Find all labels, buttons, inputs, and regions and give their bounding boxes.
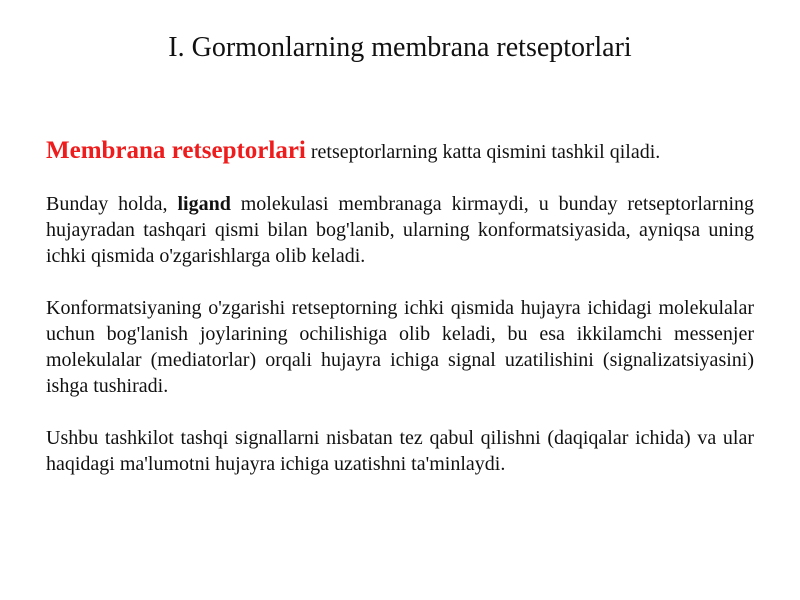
paragraph-3: Konformatsiyaning o'zgarishi retseptorning ichki qismida hujayra ichidagi molekulalar uchun bog'lanish joylarining ochilishiga olib keladi, bu esa ikkilamchi messenjer molekulalar (mediatorlar) orqali hujayra ichiga signal uzatilishini (signalizatsiyasini) ishga tushiradi. (46, 297, 754, 397)
paragraph-4: Ushbu tashkilot tashqi signallarni nisbatan tez qabul qilishni (daqiqalar ichida) va ular haqidagi ma'lumotni hujayra ichiga uzatishni ta'minlaydi. (46, 427, 754, 475)
paragraph-1 (46, 138, 754, 165)
slide-body (46, 138, 754, 503)
paragraph-1-text: retseptorlarning katta qismini tashkil qiladi. (305, 141, 661, 163)
slide-title: I. Gormonlarning membrana retseptorlari (168, 32, 632, 63)
paragraph-2-text-before: Bunday holda, (46, 193, 178, 215)
paragraph-2-text-after: molekulasi membranaga kirmaydi, u bunday retseptorlarning hujayradan tashqari qismi bilan bog'lanib, ularning konformatsiyasida, ayniqsa uning ichki qismida o'zgarishlarga olib keladi. (46, 193, 755, 267)
paragraph-2 (46, 191, 754, 269)
highlighted-term: Membrana retseptorlari (46, 137, 306, 164)
bold-term-ligand: ligand (177, 193, 231, 215)
